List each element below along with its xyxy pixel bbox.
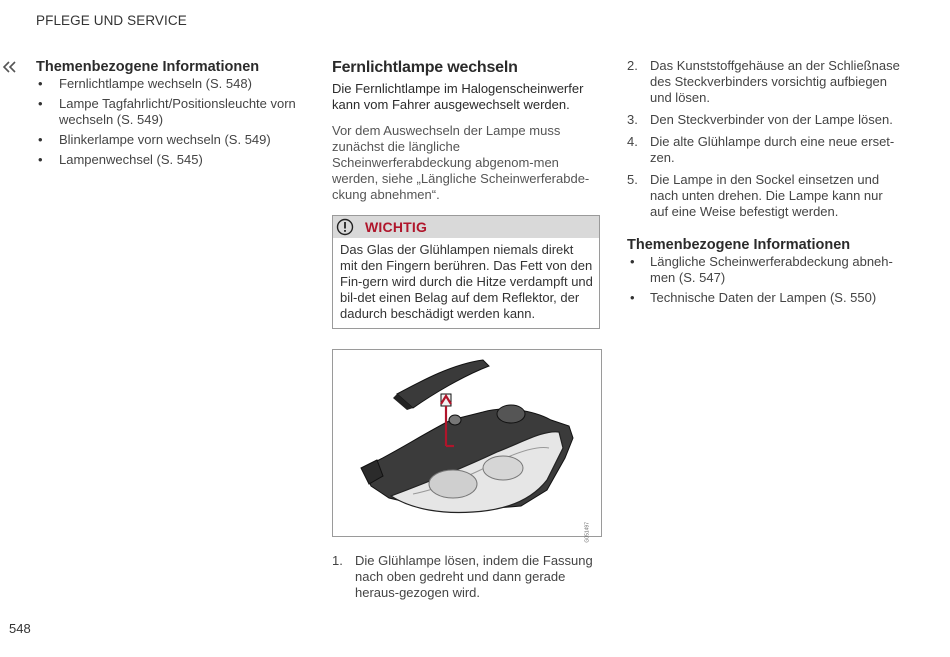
related-link[interactable]: • Blinkerlampe vorn wechseln (S. 549)	[10, 132, 300, 148]
step-number: 5.	[627, 172, 638, 187]
figure-code: G051497	[585, 522, 591, 543]
step-text: Das Kunststoffgehäuse an der Schließnase des Steckverbinders vorsichtig aufbiegen und lösen.	[650, 58, 900, 105]
step-item	[627, 58, 902, 106]
page-number: 548	[9, 621, 31, 636]
step-item	[627, 172, 902, 220]
left-column	[10, 58, 300, 172]
double-chevron-left-icon[interactable]	[0, 60, 22, 74]
related-link[interactable]: • Fernlichtlampe wechseln (S. 548)	[10, 76, 300, 92]
step-item	[332, 553, 602, 601]
warning-box	[332, 215, 600, 329]
related-link[interactable]: • Lampe Tagfahrlicht/Positionsleuchte vorn wechseln (S. 549)	[10, 96, 300, 127]
section-body: Vor dem Auswechseln der Lampe muss zunächst die längliche Scheinwerferabdeckung abgenom-men werden, siehe „Längliche Scheinwerferabde-ckung abnehmen“.	[332, 123, 590, 202]
warning-label: WICHTIG	[365, 219, 428, 235]
page-header: PFLEGE UND SERVICE	[36, 13, 187, 28]
steps-list-mid	[332, 553, 602, 601]
steps-list-right	[627, 58, 902, 220]
exclamation-circle-icon	[336, 218, 354, 236]
related-link[interactable]: • Längliche Scheinwerferabdeckung abneh-men (S. 547)	[627, 254, 902, 285]
step-number: 4.	[627, 134, 638, 149]
step-text: Die Lampe in den Sockel einsetzen und nach unten drehen. Die Lampe kann nur auf eine Weise befestigt werden.	[650, 172, 883, 219]
section-lead: Die Fernlichtlampe im Halogenscheinwerfer kann vom Fahrer ausgewechselt werden.	[332, 81, 584, 112]
warning-header	[333, 216, 599, 238]
step-number: 2.	[627, 58, 638, 73]
middle-column	[332, 58, 602, 607]
related-info-list	[10, 76, 300, 167]
step-number: 1.	[332, 553, 343, 568]
related-info-list	[627, 254, 902, 305]
section-title: Fernlichtlampe wechseln	[332, 59, 518, 76]
step-item	[627, 112, 902, 128]
step-item	[627, 134, 902, 166]
related-info-title: Themenbezogene Informationen	[36, 59, 260, 75]
headlamp-drawing	[333, 350, 601, 536]
related-link[interactable]: • Technische Daten der Lampen (S. 550)	[627, 290, 902, 306]
step-text: Die alte Glühlampe durch eine neue erset-zen.	[650, 134, 895, 165]
step-number: 3.	[627, 112, 638, 127]
step-text: Den Steckverbinder von der Lampe lösen.	[650, 112, 893, 127]
right-column	[627, 58, 902, 310]
related-info-title: Themenbezogene Informationen	[627, 237, 851, 253]
step-text: Die Glühlampe lösen, indem die Fassung nach oben gedreht und dann gerade heraus-gezogen wird.	[355, 553, 593, 600]
warning-text: Das Glas der Glühlampen niemals direkt mit den Fingern berühren. Das Fett von den Fin-gern wird durch die Hitze verdampft und bil-det einen Belag auf dem Reflektor, der dadurch beschädigt werden kann.	[340, 242, 593, 321]
headlamp-illustration	[332, 349, 602, 543]
related-link[interactable]: • Lampenwechsel (S. 545)	[10, 152, 300, 168]
